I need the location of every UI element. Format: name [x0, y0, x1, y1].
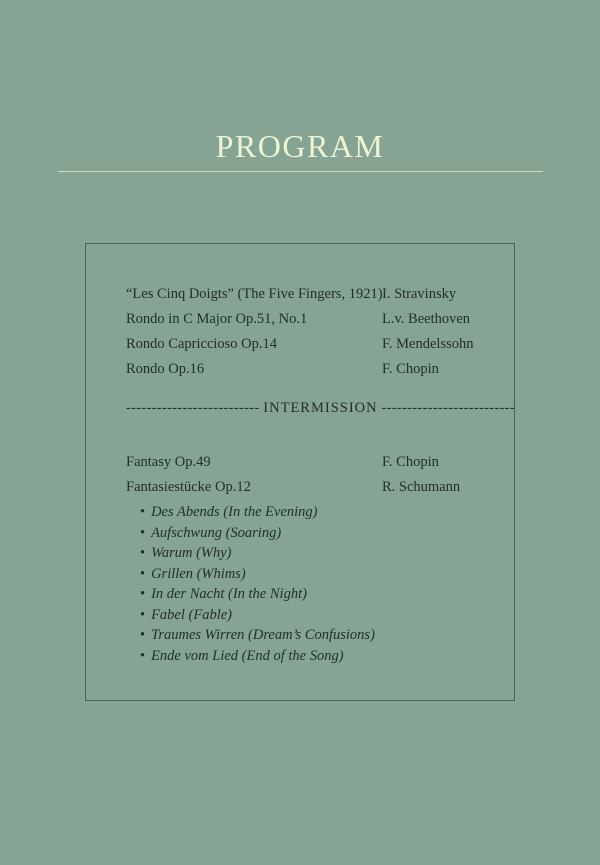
program-row: [126, 332, 504, 357]
movement-list: [126, 502, 504, 666]
program-row: [126, 307, 504, 332]
program-row: [126, 450, 504, 475]
piece-title: Rondo Capriccioso Op.14: [126, 336, 278, 352]
composer-name: R. Schumann: [382, 479, 461, 495]
intermission-divider: [126, 396, 515, 421]
movement-item: [140, 584, 504, 605]
bullet-icon: •: [140, 545, 146, 561]
movement-title: Ende vom Lied (End of the Song): [151, 647, 344, 664]
program-box: [85, 243, 515, 701]
program-row: [126, 357, 504, 382]
movement-title: Aufschwung (Soaring): [151, 524, 282, 541]
program-row: [126, 475, 504, 500]
composer-name: F. Mendelssohn: [382, 336, 474, 352]
bullet-icon: •: [140, 606, 146, 623]
bullet-icon: •: [140, 647, 146, 664]
movement-item: [140, 605, 504, 626]
movement-title: In der Nacht (In the Night): [151, 586, 307, 602]
movement-item: [140, 523, 504, 544]
bullet-icon: •: [140, 565, 146, 582]
composer-name: F. Chopin: [382, 454, 439, 470]
intermission-dashes-left: --------------------------: [126, 400, 260, 416]
composer-name: L.v. Beethoven: [382, 311, 471, 327]
piece-title: “Les Cinq Doigts” (The Five Fingers, 1921): [126, 286, 383, 302]
bullet-icon: •: [140, 586, 146, 602]
bullet-icon: •: [140, 627, 146, 643]
movement-item: [140, 625, 504, 646]
movement-title: Warum (Why): [151, 545, 232, 561]
movement-title: Fabel (Fable): [151, 606, 233, 623]
bullet-icon: •: [140, 504, 146, 520]
movement-title: Grillen (Whims): [151, 565, 246, 582]
movement-item: [140, 502, 504, 523]
composer-name: I. Stravinsky: [382, 286, 457, 302]
intermission-dashes-right: --------------------------: [381, 400, 515, 416]
movement-item: [140, 543, 504, 564]
movement-title: Des Abends (In the Evening): [151, 504, 318, 520]
piece-title: Rondo Op.16: [126, 361, 205, 377]
movement-item: [140, 646, 504, 667]
title-divider: [58, 171, 543, 172]
composer-name: F. Chopin: [382, 361, 439, 377]
bullet-icon: •: [140, 524, 146, 541]
program-row: [126, 282, 504, 307]
movement-item: [140, 564, 504, 585]
movement-title: Traumes Wirren (Dream’s Confusions): [151, 627, 375, 643]
page-title: PROGRAM: [215, 128, 385, 164]
piece-title: Fantasiestücke Op.12: [126, 479, 251, 495]
piece-title: Fantasy Op.49: [126, 454, 211, 470]
piece-title: Rondo in C Major Op.51, No.1: [126, 311, 308, 327]
intermission-label: INTERMISSION: [263, 400, 378, 416]
